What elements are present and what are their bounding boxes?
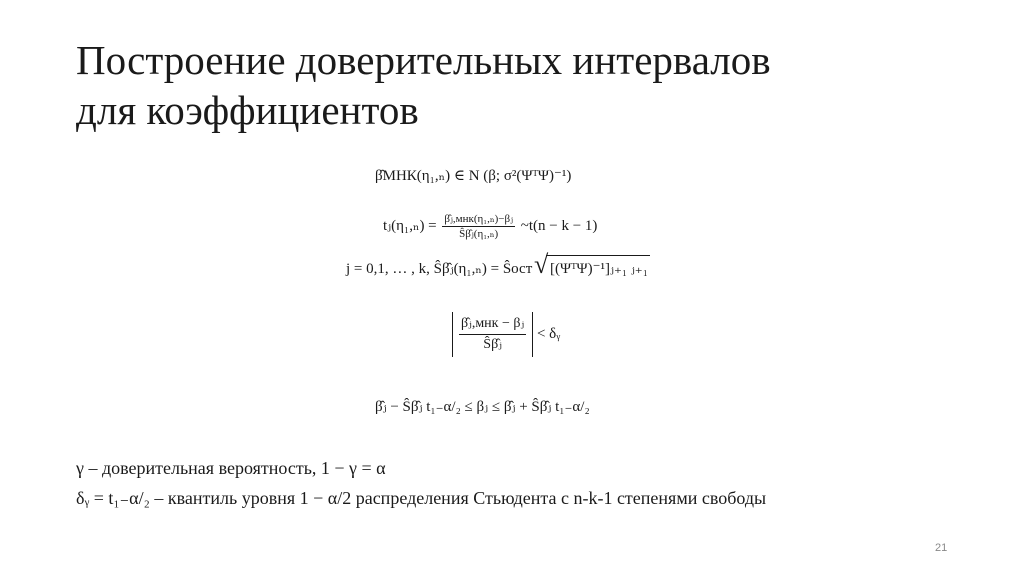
formula-t-right: ~t(n − k − 1) <box>520 217 598 234</box>
formula-abs-numerator: β̂ⱼ,мнк − βⱼ <box>459 314 526 335</box>
formula-t-denominator: Ŝβ̂ⱼ(η₁,ₙ) <box>459 228 499 240</box>
formula-t-statistic <box>383 212 597 241</box>
slide-title-line-1: Построение доверительных интервалов <box>76 37 771 83</box>
formula-std-error-left: j = 0,1, … , k, Ŝβ̂ⱼ(η₁,ₙ) = Ŝост <box>346 261 533 277</box>
formula-t-left: tⱼ(η₁,ₙ) = <box>383 217 437 234</box>
formula-std-error-radicand: [(ΨᵀΨ)⁻¹]ⱼ₊₁ ⱼ₊₁ <box>550 261 648 277</box>
note-delta: δᵧ = t₁₋α/₂ – квантиль уровня 1 − α/2 распределения Стьюдента с n-k-1 степенями свободы <box>76 488 767 508</box>
page-number: 21 <box>935 542 948 554</box>
sqrt-radical <box>546 255 650 278</box>
formula-abs-fraction <box>459 314 526 355</box>
formula-t-numerator: β̂ⱼ,мнк(η₁,ₙ)−βⱼ <box>444 213 513 225</box>
formula-std-error <box>346 255 650 278</box>
formula-abs-inequality <box>452 312 560 357</box>
slide-title-line-2: для коэффициентов <box>76 87 419 133</box>
absolute-value <box>452 312 533 357</box>
formula-abs-denominator: Ŝβ̂ⱼ <box>483 337 502 352</box>
formula-distribution: β̂МНК(η₁,ₙ) ∈ N (β; σ²(ΨᵀΨ)⁻¹) <box>375 168 572 184</box>
note-gamma: γ – доверительная вероятность, 1 − γ = α <box>76 458 386 478</box>
formula-abs-right: < δᵧ <box>536 325 561 342</box>
slide-title <box>76 35 976 135</box>
formula-t-fraction <box>442 212 515 241</box>
formula-confidence-interval: β̂ⱼ − Ŝβ̂ⱼ t₁₋α/₂ ≤ βⱼ ≤ β̂ⱼ + Ŝβ̂ⱼ t₁₋α/₂ <box>375 399 590 415</box>
